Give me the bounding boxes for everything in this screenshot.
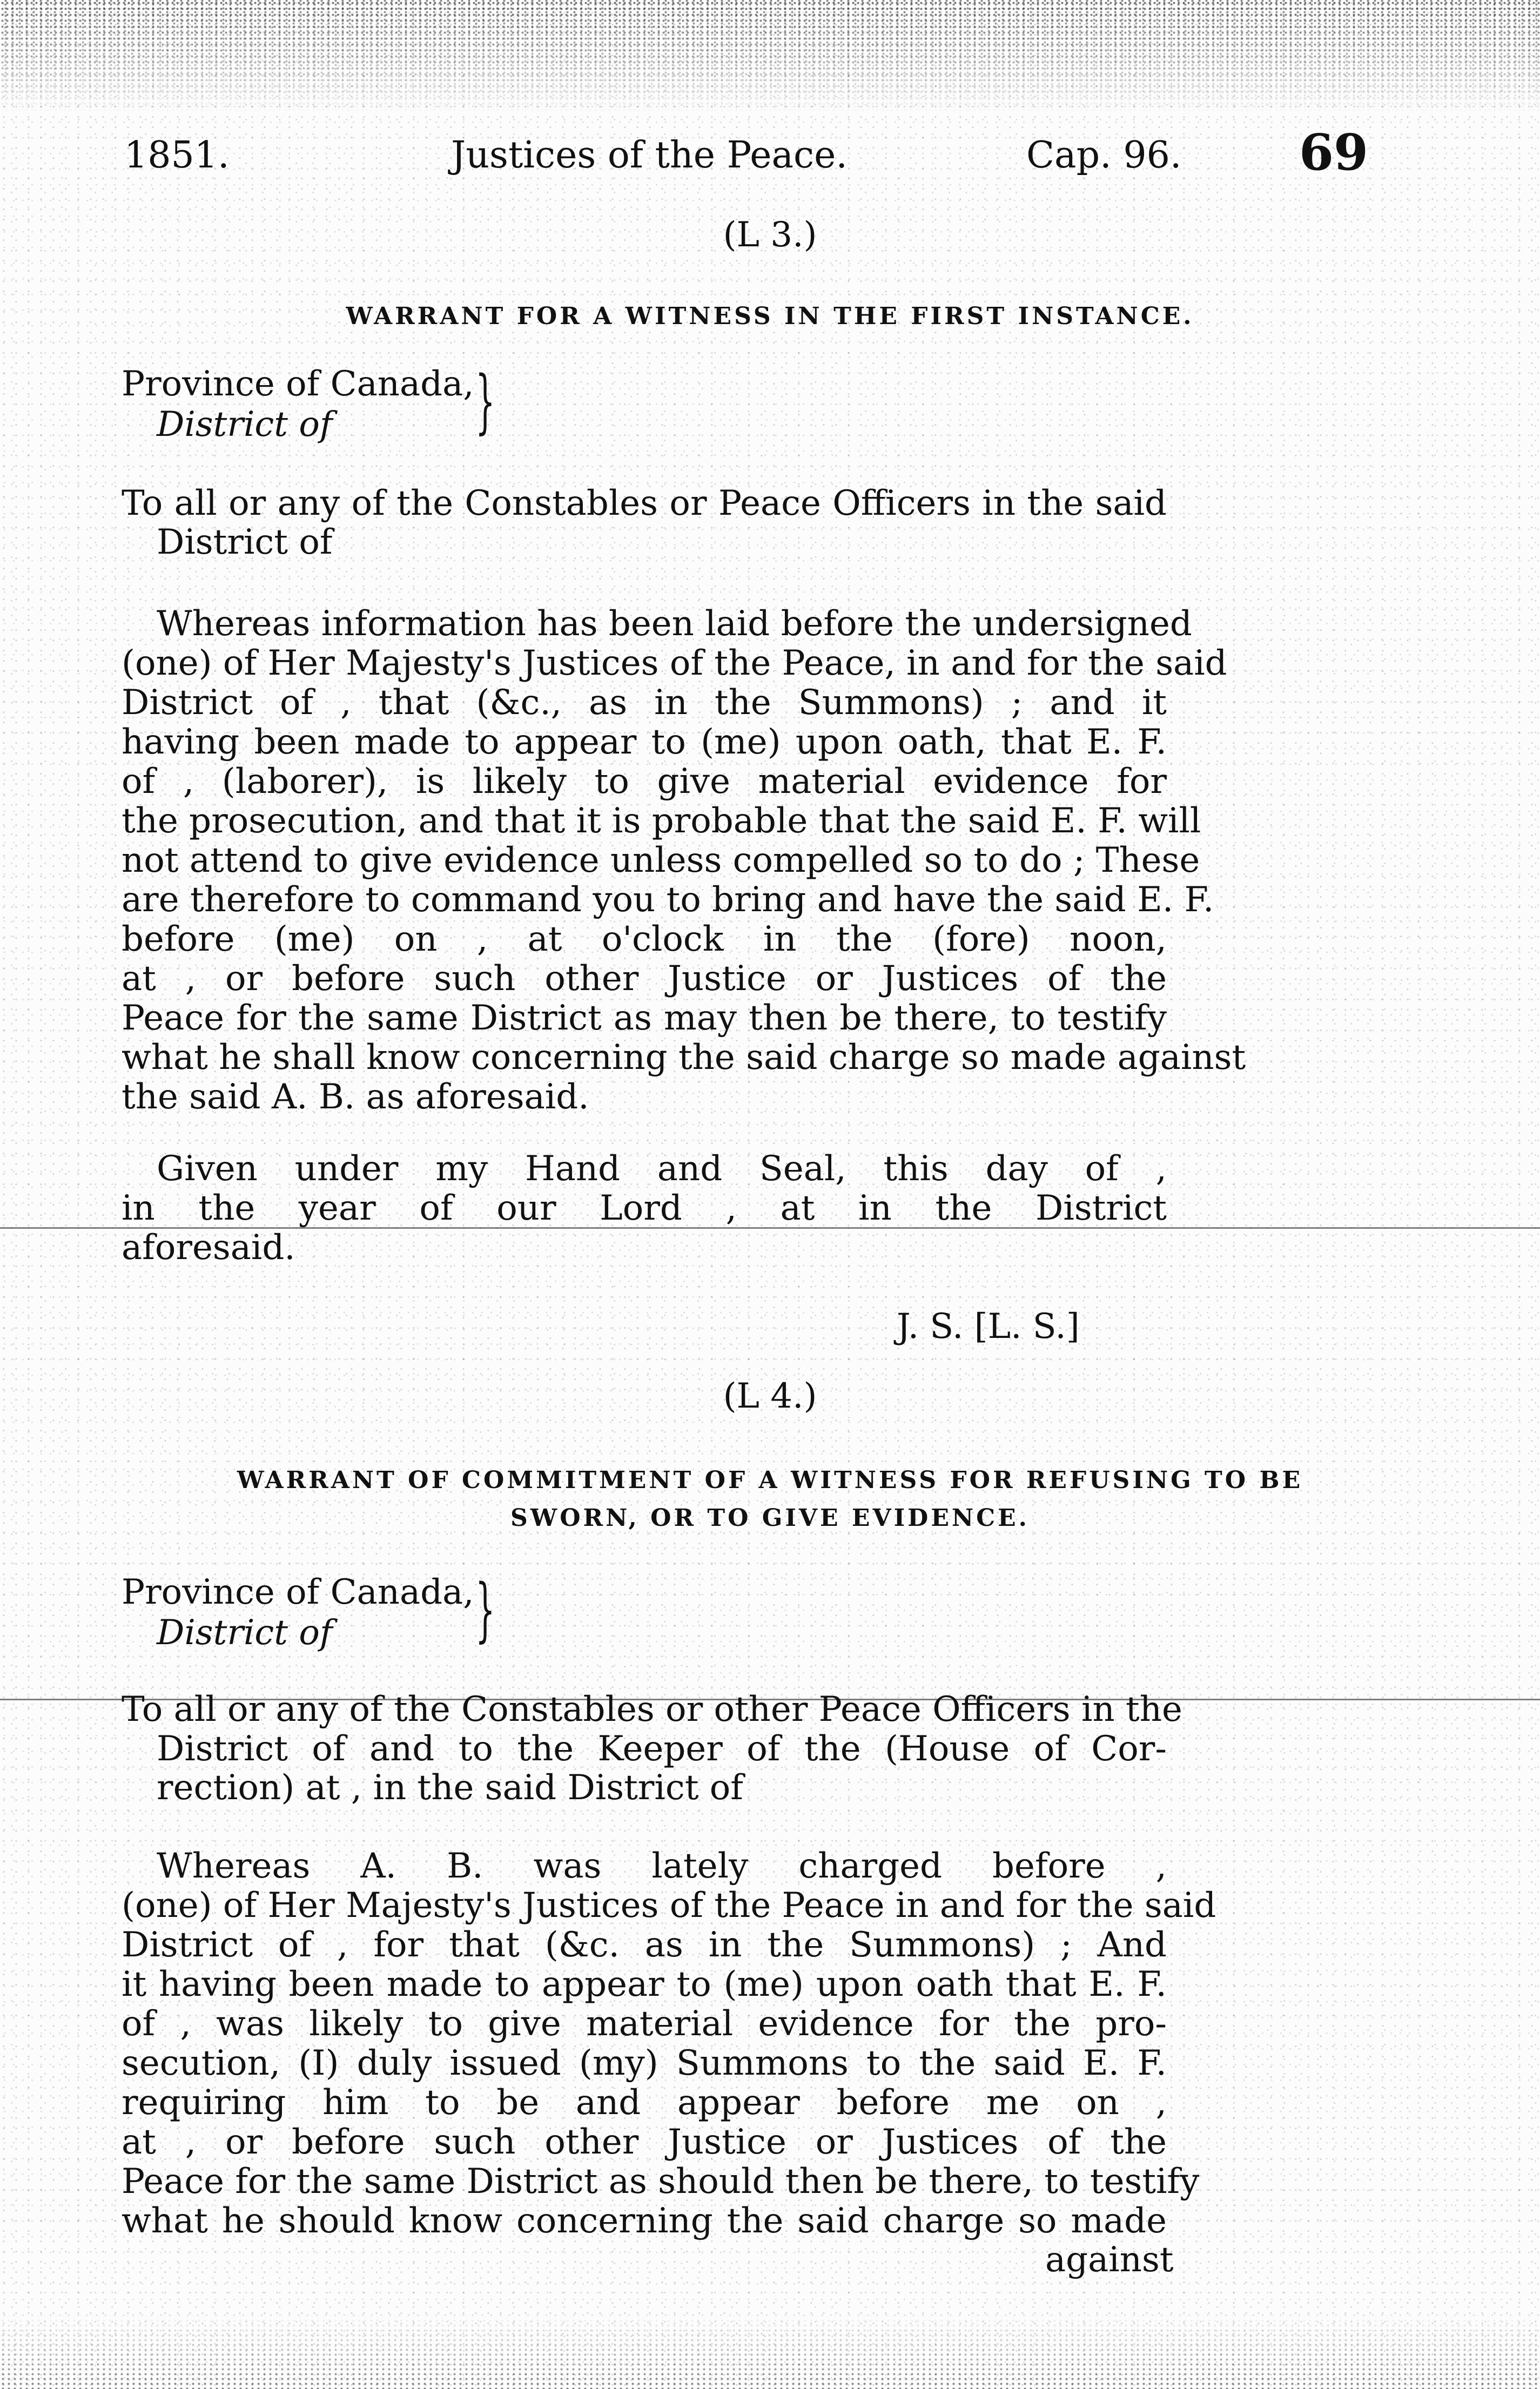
given-line: Given under my Hand and Seal, this day of , (157, 1149, 1167, 1189)
catchword: against (1045, 2240, 1174, 2280)
address-line: To all or any of the Constables or Peace Officers in the said (122, 483, 1167, 523)
body-line: not attend to give evidence unless compelled so to do ; These (122, 840, 1200, 880)
venue-brace: } (475, 361, 495, 442)
form-label-l3: (L 3.) (723, 215, 817, 255)
venue-province: Province of Canada, (122, 1572, 474, 1612)
body-line: what he should know concerning the said charge so made (122, 2201, 1167, 2241)
body-line: it having been made to appear to (me) upon oath that E. F. (122, 1964, 1167, 2004)
signature-seal: J. S. [L. S.] (897, 1307, 1080, 1347)
venue-province: Province of Canada, (122, 364, 474, 404)
body-line: the prosecution, and that it is probable that the said E. F. will (122, 801, 1201, 841)
header-running-title: Justices of the Peace. (451, 134, 848, 177)
body-line: District of , that (&c., as in the Summons) ; and it (122, 683, 1167, 723)
body-line: at , or before such other Justice or Justices of the (122, 2122, 1167, 2162)
body-line: (one) of Her Majesty's Justices of the Peace in and for the said (122, 1886, 1216, 1926)
header-chapter: Cap. 96. (1026, 134, 1182, 177)
body-line: at , or before such other Justice or Justices of the (122, 959, 1167, 999)
venue-brace: } (475, 1570, 495, 1650)
address-line: District of (157, 522, 333, 562)
form-label-l4: (L 4.) (723, 1376, 817, 1416)
body-line: Peace for the same District as may then be there, to testify (122, 998, 1167, 1038)
body-line: Peace for the same District as should then be there, to testify (122, 2162, 1200, 2202)
body-line: Whereas information has been laid before the undersigned (157, 604, 1192, 644)
form-heading-l3: WARRANT FOR A WITNESS IN THE FIRST INSTANCE. (346, 302, 1194, 330)
scan-noise-top (0, 0, 1540, 113)
body-line: Whereas A. B. was lately charged before , (157, 1846, 1167, 1886)
body-line: of , was likely to give material evidence for the pro- (122, 2004, 1167, 2044)
body-line: are therefore to command you to bring and have the said E. F. (122, 880, 1214, 920)
given-line: in the year of our Lord , at in the District (122, 1188, 1167, 1228)
body-line: secution, (I) duly issued (my) Summons to the said E. F. (122, 2043, 1167, 2083)
body-line: before (me) on , at o'clock in the (fore) noon, (122, 919, 1167, 959)
body-line: (one) of Her Majesty's Justices of the Peace, in and for the said (122, 643, 1227, 683)
address-line: District of and to the Keeper of the (House of Cor- (157, 1729, 1167, 1769)
venue-district: District of (157, 405, 333, 445)
body-line: requiring him to be and appear before me on , (122, 2083, 1167, 2123)
form-heading-l4: SWORN, OR TO GIVE EVIDENCE. (510, 1504, 1030, 1532)
address-line: rection) at , in the said District of (157, 1768, 743, 1808)
form-heading-l4: WARRANT OF COMMITMENT OF A WITNESS FOR REFUSING TO BE (237, 1466, 1303, 1494)
venue-district: District of (157, 1613, 333, 1653)
body-line: the said A. B. as aforesaid. (122, 1077, 589, 1117)
body-line: District of , for that (&c. as in the Summons) ; And (122, 1925, 1167, 1965)
page-number: 69 (1299, 123, 1369, 181)
address-line: To all or any of the Constables or other Peace Officers in the (122, 1690, 1182, 1729)
header-year: 1851. (124, 134, 230, 177)
scan-noise-bottom (0, 2313, 1540, 2389)
body-line: having been made to appear to (me) upon oath, that E. F. (122, 722, 1167, 762)
given-line: aforesaid. (122, 1228, 295, 1268)
body-line: what he shall know concerning the said charge so made against (122, 1038, 1246, 1078)
body-line: of , (laborer), is likely to give material evidence for (122, 762, 1167, 802)
